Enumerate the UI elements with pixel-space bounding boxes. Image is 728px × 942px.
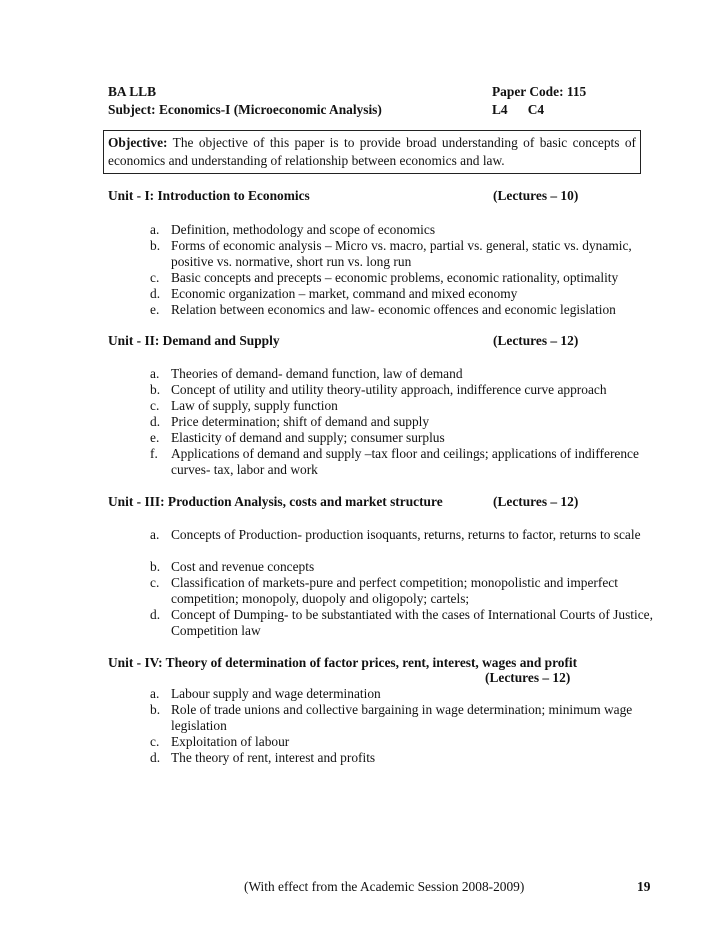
unit-title: Unit - IV: Theory of determination of factor prices, rent, interest, wages and profit [108,655,578,670]
unit-title: Unit - I: Introduction to Economics [108,188,310,203]
item-marker: c. [150,575,160,590]
item-marker: a. [150,366,160,381]
item-marker: a. [150,686,160,701]
objective-label: Objective: [108,135,168,150]
item-marker: c. [150,734,160,749]
item-marker: d. [150,414,161,429]
item-marker: e. [150,302,160,317]
item-text: Price determination; shift of demand and supply [171,414,430,429]
unit-title: Unit - II: Demand and Supply [108,333,280,348]
item-marker: d. [150,607,161,622]
unit-lectures: (Lectures – 10) [493,188,579,203]
item-marker: b. [150,382,161,397]
item-marker: b. [150,702,161,717]
unit-lectures: (Lectures – 12) [485,670,571,685]
objective-text [108,134,636,170]
item-text: Forms of economic analysis – Micro vs. macro, partial vs. general, static vs. dynamic, positive vs. normative, short run vs. long run [171,238,632,269]
footer-note: (With effect from the Academic Session 2008-2009) [244,879,525,894]
item-text: Labour supply and wage determination [171,686,381,701]
unit-title: Unit - III: Production Analysis, costs and market structure [108,494,443,509]
item-text: Definition, methodology and scope of economics [171,222,436,237]
item-text: Law of supply, supply function [171,398,338,413]
item-marker: d. [150,750,161,765]
program-name: BA LLB [108,84,157,99]
objective-body: The objective of this paper is to provide broad understanding of basic concepts of economics and understanding of relationship between economics and law. [108,135,636,168]
item-text: Cost and revenue concepts [171,559,315,574]
credits: L4 C4 [492,102,545,117]
item-text: Exploitation of labour [171,734,290,749]
item-text: Theories of demand- demand function, law of demand [171,366,463,381]
subject-title: Subject: Economics-I (Microeconomic Analysis) [108,102,382,117]
item-marker: c. [150,398,160,413]
unit-lectures: (Lectures – 12) [493,333,579,348]
item-text: Elasticity of demand and supply; consumer surplus [171,430,445,445]
item-text: Concept of Dumping- to be substantiated with the cases of International Courts of Justice, Competition law [171,607,653,638]
item-text: Concepts of Production- production isoquants, returns, returns to factor, returns to scale [171,527,641,542]
item-marker: f. [150,446,158,461]
item-marker: d. [150,286,161,301]
item-text: Basic concepts and precepts – economic problems, economic rationality, optimality [171,270,619,285]
item-text: Concept of utility and utility theory-utility approach, indifference curve approach [171,382,607,397]
item-text: The theory of rent, interest and profits [171,750,376,765]
paper-code: Paper Code: 115 [492,84,587,99]
item-marker: a. [150,222,160,237]
item-text: Economic organization – market, command and mixed economy [171,286,518,301]
item-text: Relation between economics and law- economic offences and economic legislation [171,302,616,317]
item-text: Applications of demand and supply –tax floor and ceilings; applications of indifference curves- tax, labor and work [171,446,639,477]
item-marker: b. [150,559,161,574]
item-marker: b. [150,238,161,253]
item-text: Role of trade unions and collective bargaining in wage determination; minimum wage legislation [171,702,633,733]
unit-lectures: (Lectures – 12) [493,494,579,509]
page-number: 19 [637,879,651,894]
item-marker: a. [150,527,160,542]
item-marker: c. [150,270,160,285]
item-text: Classification of markets-pure and perfect competition; monopolistic and imperfect competition; monopoly, duopoly and oligopoly; cartels; [171,575,618,606]
item-marker: e. [150,430,160,445]
